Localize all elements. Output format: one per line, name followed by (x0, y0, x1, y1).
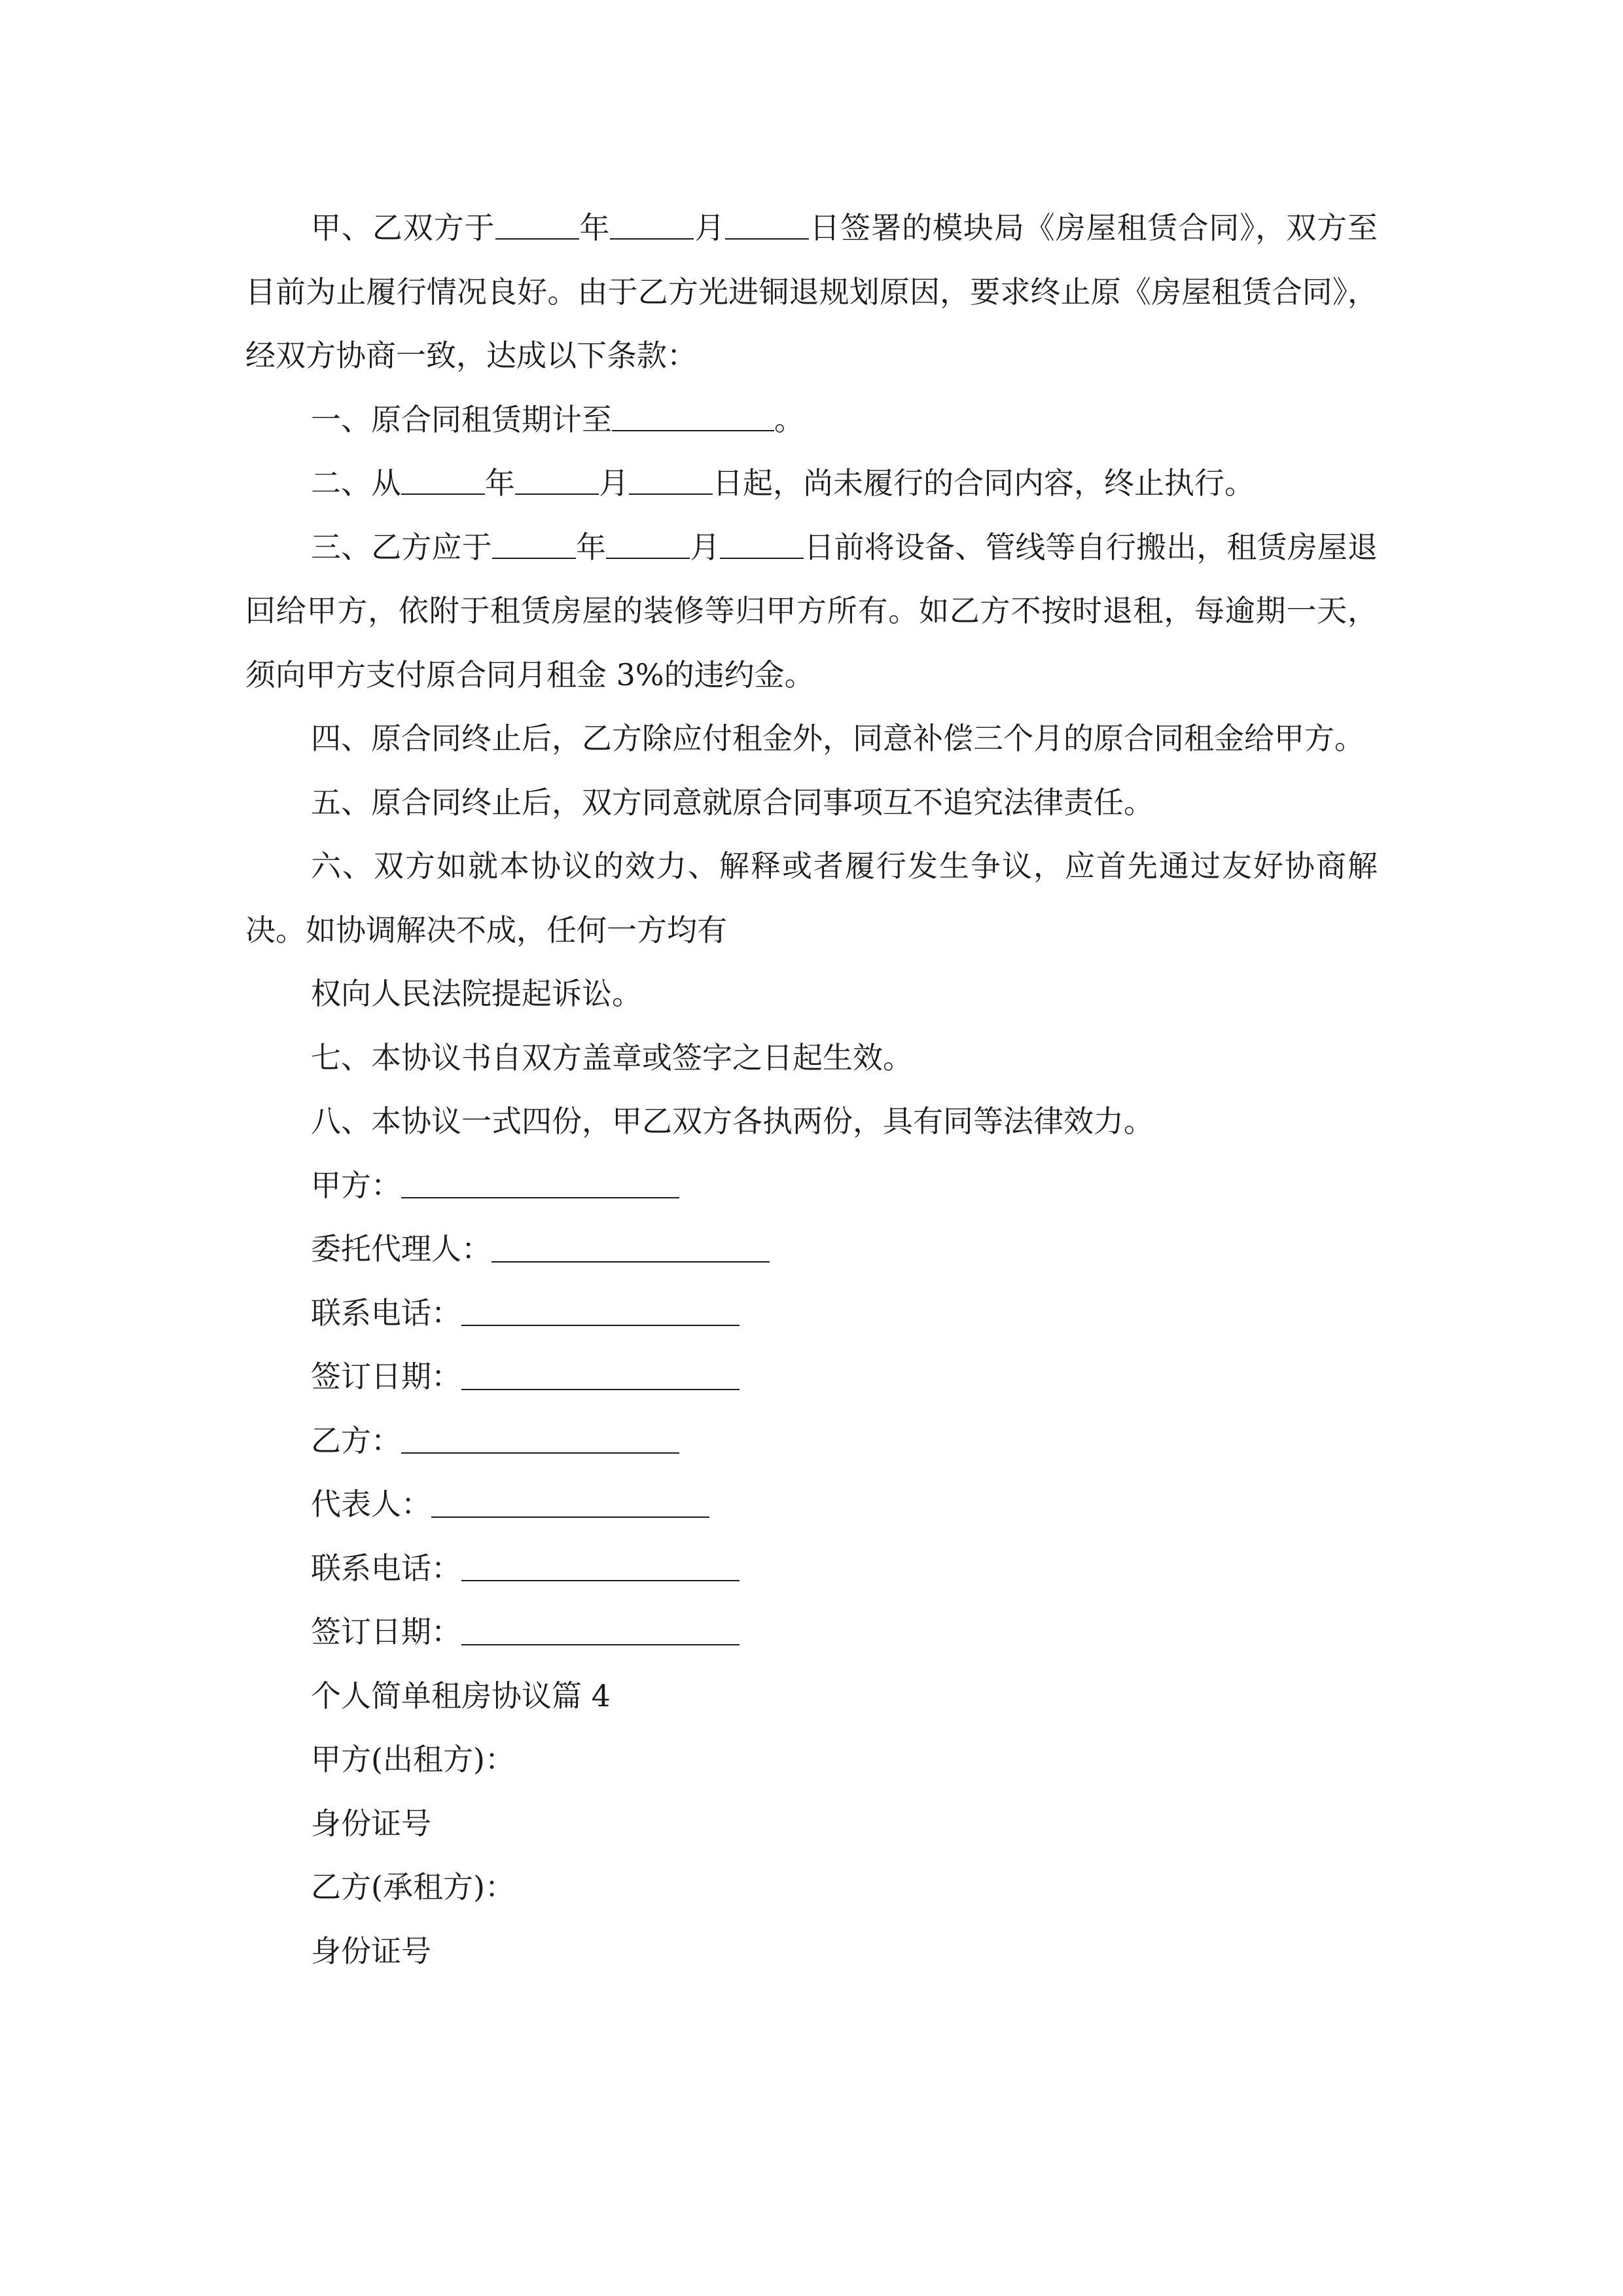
clause-5: 五、原合同终止后，双方同意就原合同事项互不追究法律责任。 (311, 784, 1154, 820)
signature-representative: 代表人： (245, 1473, 1378, 1537)
signature-date-a: 签订日期： (245, 1345, 1378, 1409)
clause-2: 二、从 年 月 日起，尚未履行的合同内容，终止执行。 (245, 452, 1378, 516)
clause-7: 七、本协议书自双方盖章或签字之日起生效。 (311, 1039, 913, 1075)
signature-date-b: 签订日期： (245, 1600, 1378, 1664)
clause-1: 一、原合同租赁期计至 。 (245, 388, 1378, 452)
signature-line[interactable] (491, 1231, 770, 1263)
signature-line[interactable] (461, 1359, 740, 1390)
intro-paragraph: 甲、乙双方于 年 月 日签署的模块局《房屋租赁合同》，双方至目前为止履行情况良好。由于乙方光进铜退规划原因，要求终止原《房屋租赁合同》，经双方协商一致，达成以下条款： (245, 196, 1378, 388)
date-blank[interactable] (720, 528, 804, 559)
tenant-id-label: 身份证号 (311, 1933, 431, 1969)
signature-agent: 委托代理人： (245, 1217, 1378, 1282)
signature-party-a: 甲方： (245, 1154, 1378, 1218)
signature-line[interactable] (461, 1295, 740, 1326)
landlord-label: 甲方(出租方)： (311, 1742, 515, 1777)
signature-line[interactable] (461, 1614, 740, 1645)
date-blank[interactable] (629, 463, 713, 495)
date-blank[interactable] (610, 208, 694, 240)
landlord-id-label: 身份证号 (311, 1805, 431, 1841)
clause-4: 四、原合同终止后，乙方除应付租金外，同意补偿三个月的原合同租金给甲方。 (311, 721, 1364, 756)
tenant-label: 乙方(承租方)： (311, 1869, 515, 1905)
signature-line[interactable] (461, 1550, 740, 1581)
document-page (245, 196, 1378, 1983)
date-blank[interactable] (401, 463, 485, 495)
signature-party-b: 乙方： (245, 1409, 1378, 1473)
section-title: 个人简单租房协议篇 4 (311, 1677, 611, 1713)
clause-3: 三、乙方应于 年 月 日前将设备、管线等自行搬出，租赁房屋退回给甲方，依附于租赁房屋的装修等归甲方所有。如乙方不按时退租，每逾期一天，须向甲方支付原合同月租金 3%的违约金。 (245, 516, 1378, 708)
date-blank[interactable] (495, 208, 579, 240)
date-blank[interactable] (515, 463, 599, 495)
date-blank[interactable] (492, 528, 576, 559)
date-blank[interactable] (606, 528, 690, 559)
signature-phone-a: 联系电话： (245, 1282, 1378, 1346)
signature-phone-b: 联系电话： (245, 1537, 1378, 1601)
date-blank[interactable] (725, 208, 809, 240)
signature-line[interactable] (401, 1422, 679, 1454)
signature-line[interactable] (431, 1486, 709, 1518)
end-date-blank[interactable] (612, 400, 774, 431)
clause-6: 六、双方如就本协议的效力、解释或者履行发生争议，应首先通过友好协商解决。如协调解决不成，任何一方均有 (245, 848, 1378, 948)
clause-6-continued: 权向人民法院提起诉讼。 (311, 976, 642, 1011)
clause-8: 八、本协议一式四份，甲乙双方各执两份，具有同等法律效力。 (311, 1103, 1154, 1139)
signature-line[interactable] (401, 1167, 679, 1198)
